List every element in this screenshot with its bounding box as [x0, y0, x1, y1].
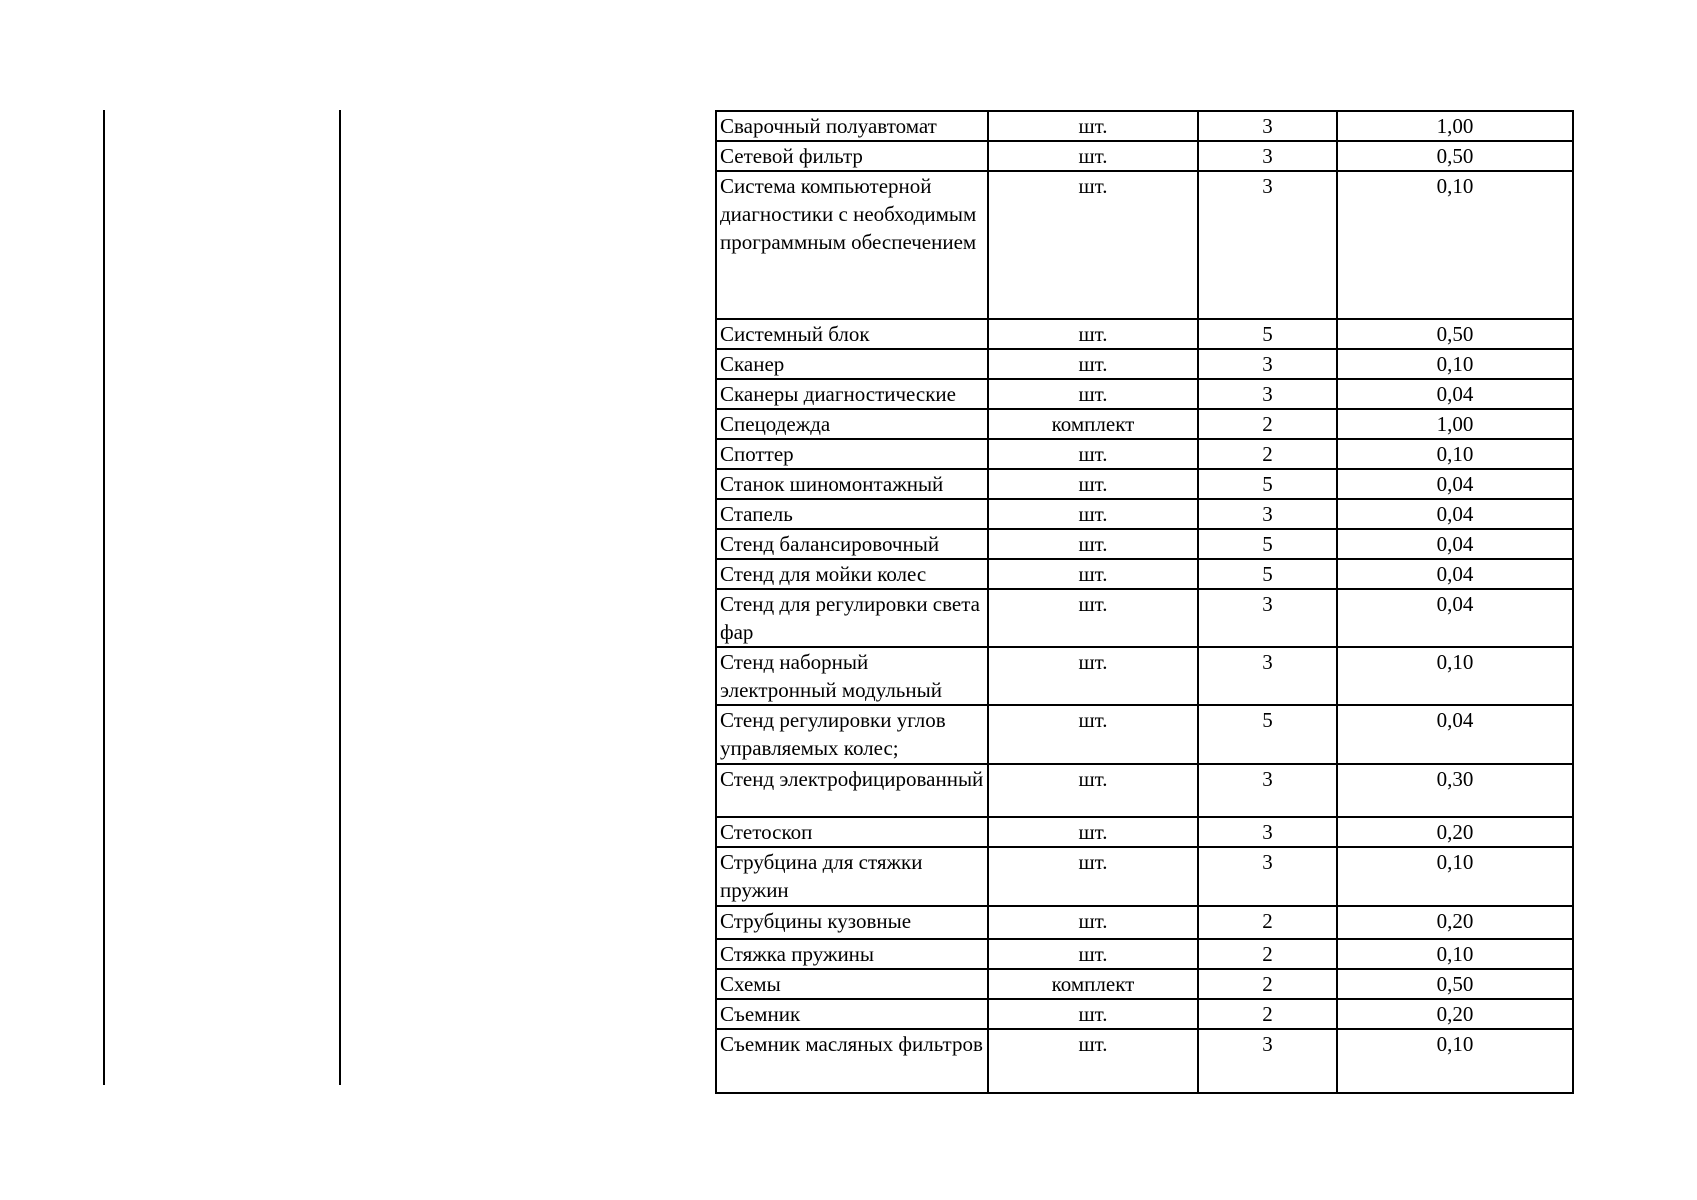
value-cell: 0,50: [1337, 319, 1573, 349]
table-row: [716, 939, 1573, 969]
item-name-cell: Стенд для регулировки света фар: [716, 589, 988, 647]
quantity-cell: 5: [1198, 559, 1337, 589]
table-row: [716, 141, 1573, 171]
value-cell: 0,04: [1337, 469, 1573, 499]
table-row: [716, 349, 1573, 379]
quantity-cell: 2: [1198, 969, 1337, 999]
table-row: [716, 319, 1573, 349]
unit-cell: шт.: [988, 141, 1198, 171]
quantity-cell: 5: [1198, 469, 1337, 499]
value-cell: 0,10: [1337, 171, 1573, 319]
table-row: [716, 529, 1573, 559]
value-cell: 0,10: [1337, 647, 1573, 705]
left-column-border-line: [103, 110, 105, 1085]
item-name-cell: Стенд электрофицированный: [716, 764, 988, 817]
quantity-cell: 3: [1198, 171, 1337, 319]
item-name-cell: Стенд балансировочный: [716, 529, 988, 559]
item-name-cell: Сварочный полуавтомат: [716, 111, 988, 141]
quantity-cell: 2: [1198, 999, 1337, 1029]
value-cell: 0,20: [1337, 906, 1573, 939]
unit-cell: комплект: [988, 969, 1198, 999]
item-name-cell: Струбцины кузовные: [716, 906, 988, 939]
item-name-cell: Стяжка пружины: [716, 939, 988, 969]
table-row: [716, 499, 1573, 529]
quantity-cell: 3: [1198, 589, 1337, 647]
table-row: [716, 469, 1573, 499]
value-cell: 0,04: [1337, 705, 1573, 764]
table-row: [716, 999, 1573, 1029]
quantity-cell: 3: [1198, 1029, 1337, 1093]
table-row: [716, 969, 1573, 999]
item-name-cell: Споттер: [716, 439, 988, 469]
item-name-cell: Стенд наборный электронный модульный: [716, 647, 988, 705]
table-row: [716, 647, 1573, 705]
value-cell: 0,10: [1337, 439, 1573, 469]
unit-cell: шт.: [988, 817, 1198, 847]
item-name-cell: Сканеры диагностические: [716, 379, 988, 409]
quantity-cell: 3: [1198, 379, 1337, 409]
quantity-cell: 3: [1198, 111, 1337, 141]
value-cell: 0,20: [1337, 999, 1573, 1029]
quantity-cell: 3: [1198, 817, 1337, 847]
value-cell: 0,50: [1337, 969, 1573, 999]
unit-cell: шт.: [988, 939, 1198, 969]
quantity-cell: 5: [1198, 319, 1337, 349]
value-cell: 0,10: [1337, 349, 1573, 379]
unit-cell: комплект: [988, 409, 1198, 439]
unit-cell: шт.: [988, 111, 1198, 141]
quantity-cell: 5: [1198, 705, 1337, 764]
value-cell: 0,10: [1337, 847, 1573, 906]
middle-column-border-line: [339, 110, 341, 1085]
table-row: [716, 559, 1573, 589]
table-row: [716, 906, 1573, 939]
quantity-cell: 2: [1198, 439, 1337, 469]
item-name-cell: Съемник: [716, 999, 988, 1029]
table-row: [716, 764, 1573, 817]
unit-cell: шт.: [988, 171, 1198, 319]
unit-cell: шт.: [988, 647, 1198, 705]
quantity-cell: 2: [1198, 906, 1337, 939]
table-row: [716, 439, 1573, 469]
value-cell: 0,30: [1337, 764, 1573, 817]
item-name-cell: Сканер: [716, 349, 988, 379]
unit-cell: шт.: [988, 379, 1198, 409]
quantity-cell: 3: [1198, 499, 1337, 529]
table-row: [716, 111, 1573, 141]
quantity-cell: 3: [1198, 847, 1337, 906]
table-row: [716, 589, 1573, 647]
item-name-cell: Стапель: [716, 499, 988, 529]
quantity-cell: 3: [1198, 647, 1337, 705]
item-name-cell: Станок шиномонтажный: [716, 469, 988, 499]
value-cell: 0,10: [1337, 939, 1573, 969]
equipment-table-body: [716, 111, 1573, 1093]
value-cell: 0,04: [1337, 499, 1573, 529]
quantity-cell: 3: [1198, 141, 1337, 171]
item-name-cell: Струбцина для стяжки пружин: [716, 847, 988, 906]
unit-cell: шт.: [988, 999, 1198, 1029]
item-name-cell: Схемы: [716, 969, 988, 999]
unit-cell: шт.: [988, 529, 1198, 559]
unit-cell: шт.: [988, 1029, 1198, 1093]
table-row: [716, 817, 1573, 847]
quantity-cell: 3: [1198, 764, 1337, 817]
table-row: [716, 171, 1573, 319]
item-name-cell: Стенд регулировки углов управляемых колес;: [716, 705, 988, 764]
value-cell: 0,10: [1337, 1029, 1573, 1093]
quantity-cell: 5: [1198, 529, 1337, 559]
unit-cell: шт.: [988, 589, 1198, 647]
unit-cell: шт.: [988, 764, 1198, 817]
value-cell: 0,04: [1337, 589, 1573, 647]
quantity-cell: 2: [1198, 409, 1337, 439]
unit-cell: шт.: [988, 319, 1198, 349]
unit-cell: шт.: [988, 705, 1198, 764]
item-name-cell: Стенд для мойки колес: [716, 559, 988, 589]
item-name-cell: Съемник масляных фильтров: [716, 1029, 988, 1093]
value-cell: 0,20: [1337, 817, 1573, 847]
value-cell: 0,04: [1337, 379, 1573, 409]
item-name-cell: Системный блок: [716, 319, 988, 349]
unit-cell: шт.: [988, 499, 1198, 529]
unit-cell: шт.: [988, 847, 1198, 906]
value-cell: 1,00: [1337, 409, 1573, 439]
equipment-table: [715, 110, 1574, 1094]
unit-cell: шт.: [988, 349, 1198, 379]
unit-cell: шт.: [988, 559, 1198, 589]
unit-cell: шт.: [988, 906, 1198, 939]
value-cell: 1,00: [1337, 111, 1573, 141]
table-row: [716, 379, 1573, 409]
value-cell: 0,04: [1337, 529, 1573, 559]
table-row: [716, 1029, 1573, 1093]
item-name-cell: Сетевой фильтр: [716, 141, 988, 171]
table-row: [716, 847, 1573, 906]
table-row: [716, 409, 1573, 439]
item-name-cell: Система компьютерной диагностики с необходимым программным обеспечением: [716, 171, 988, 319]
value-cell: 0,50: [1337, 141, 1573, 171]
item-name-cell: Стетоскоп: [716, 817, 988, 847]
quantity-cell: 2: [1198, 939, 1337, 969]
value-cell: 0,04: [1337, 559, 1573, 589]
item-name-cell: Спецодежда: [716, 409, 988, 439]
quantity-cell: 3: [1198, 349, 1337, 379]
unit-cell: шт.: [988, 469, 1198, 499]
unit-cell: шт.: [988, 439, 1198, 469]
table-row: [716, 705, 1573, 764]
